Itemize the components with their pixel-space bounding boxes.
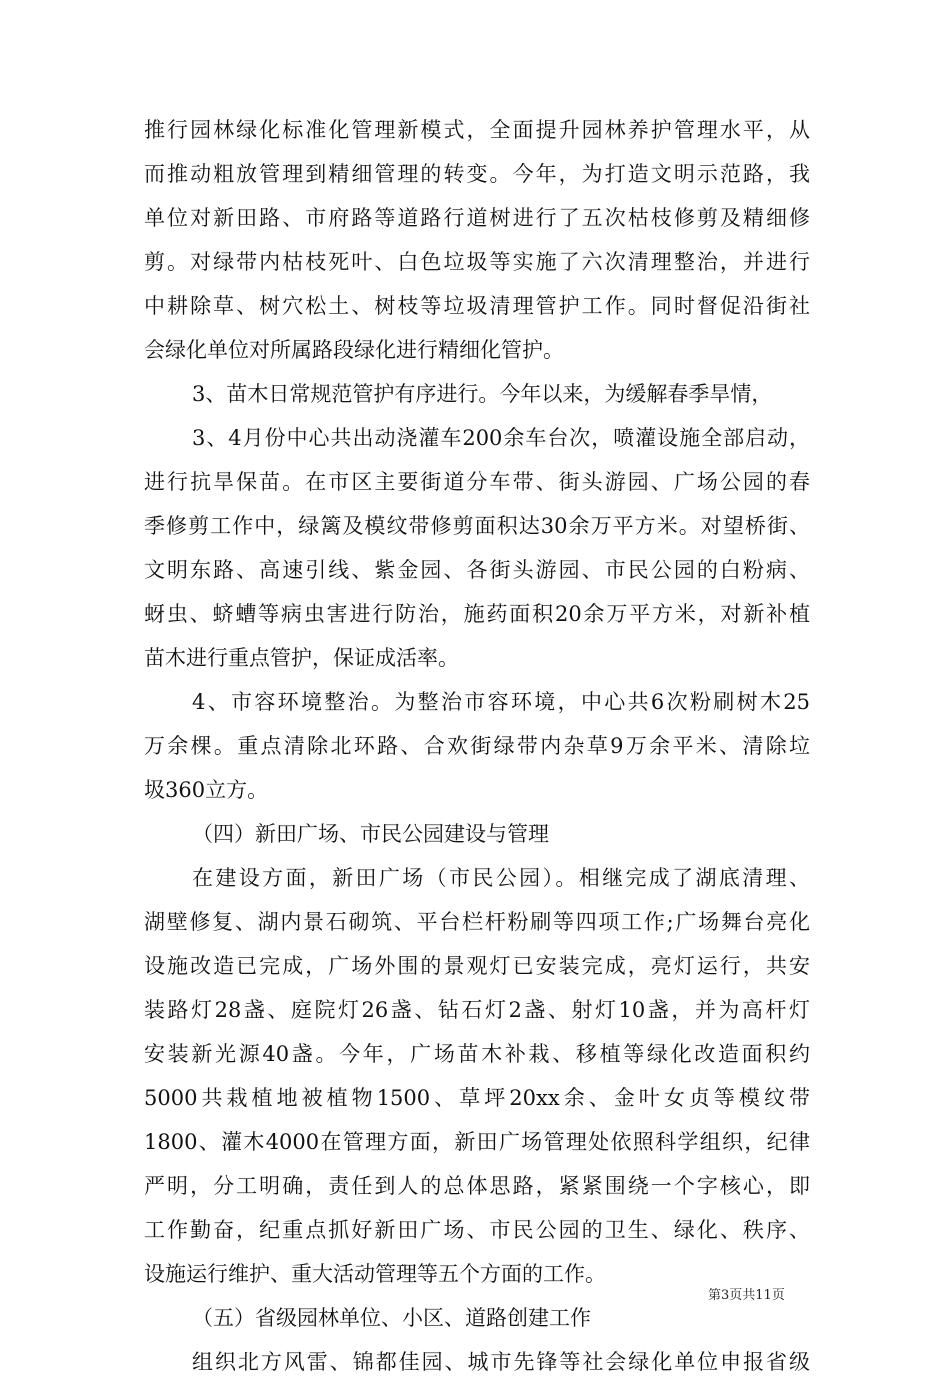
text-line: 1800、灌木4000在管理方面，新田广场管理处依照科学组织，纪律 [144, 1130, 810, 1154]
text-line: 文明东路、高速引线、紫金园、各街头游园、市民公园的白粉病、 [144, 558, 810, 582]
paragraph-start-line: 4、市容环境整治。为整治市容环境，中心共6次粉刷树木25 [192, 690, 810, 714]
page-number: 第3页共11页 [708, 1288, 785, 1303]
text-line: 装路灯28盏、庭院灯26盏、钻石灯2盏、射灯10盏，并为高杆灯 [144, 998, 810, 1022]
text-line: 苗木进行重点管护，保证成活率。 [144, 646, 459, 670]
section-heading: （五）省级园林单位、小区、道路创建工作 [192, 1306, 591, 1330]
text-line: 而推动粗放管理到精细管理的转变。今年，为打造文明示范路，我 [144, 162, 810, 186]
text-line: 设施运行维护、重大活动管理等五个方面的工作。 [144, 1262, 606, 1286]
text-line: 万余棵。重点清除北环路、合欢街绿带内杂草9万余平米、清除垃 [144, 734, 810, 758]
text-line: 安装新光源40盏。今年，广场苗木补栽、移植等绿化改造面积约 [144, 1042, 810, 1066]
text-line: 推行园林绿化标准化管理新模式，全面提升园林养护管理水平，从 [144, 118, 810, 142]
text-line: 会绿化单位对所属路段绿化进行精细化管护。 [144, 338, 564, 362]
section-heading: （四）新田广场、市民公园建设与管理 [192, 822, 549, 846]
paragraph-start-line: 在建设方面，新田广场（市民公园）。相继完成了湖底清理、 [192, 866, 810, 890]
text-line: 圾360立方。 [144, 778, 269, 802]
text-line: 湖壁修复、湖内景石砌筑、平台栏杆粉刷等四项工作;广场舞台亮化 [144, 910, 810, 934]
paragraph-start-line: 3、苗木日常规范管护有序进行。今年以来，为缓解春季旱情， [192, 382, 773, 406]
paragraph-start-line: 3、4月份中心共出动浇灌车200余车台次，喷灌设施全部启动， [192, 426, 810, 450]
text-line: 工作勤奋，纪重点抓好新田广场、市民公园的卫生、绿化、秩序、 [144, 1218, 810, 1242]
text-line: 季修剪工作中，绿篱及模纹带修剪面积达30余万平方米。对望桥街、 [144, 514, 810, 538]
text-line: 严明，分工明确，责任到人的总体思路，紧紧围绕一个字核心，即 [144, 1174, 810, 1198]
paragraph-start-line: 组织北方风雷、锦都佳园、城市先锋等社会绿化单位申报省级 [192, 1350, 810, 1374]
text-line: 5000共栽植地被植物1500、草坪20xx余、金叶女贞等模纹带 [144, 1086, 810, 1110]
text-line: 剪。对绿带内枯枝死叶、白色垃圾等实施了六次清理整治，并进行 [144, 250, 810, 274]
text-line: 进行抗旱保苗。在市区主要街道分车带、街头游园、广场公园的春 [144, 470, 810, 494]
text-line: 中耕除草、树穴松土、树枝等垃圾清理管护工作。同时督促沿街社 [144, 294, 810, 318]
text-line: 单位对新田路、市府路等道路行道树进行了五次枯枝修剪及精细修 [144, 206, 810, 230]
text-line: 蚜虫、蛴螬等病虫害进行防治，施药面积20余万平方米，对新补植 [144, 602, 810, 626]
text-line: 设施改造已完成，广场外围的景观灯已安装完成，亮灯运行，共安 [144, 954, 810, 978]
